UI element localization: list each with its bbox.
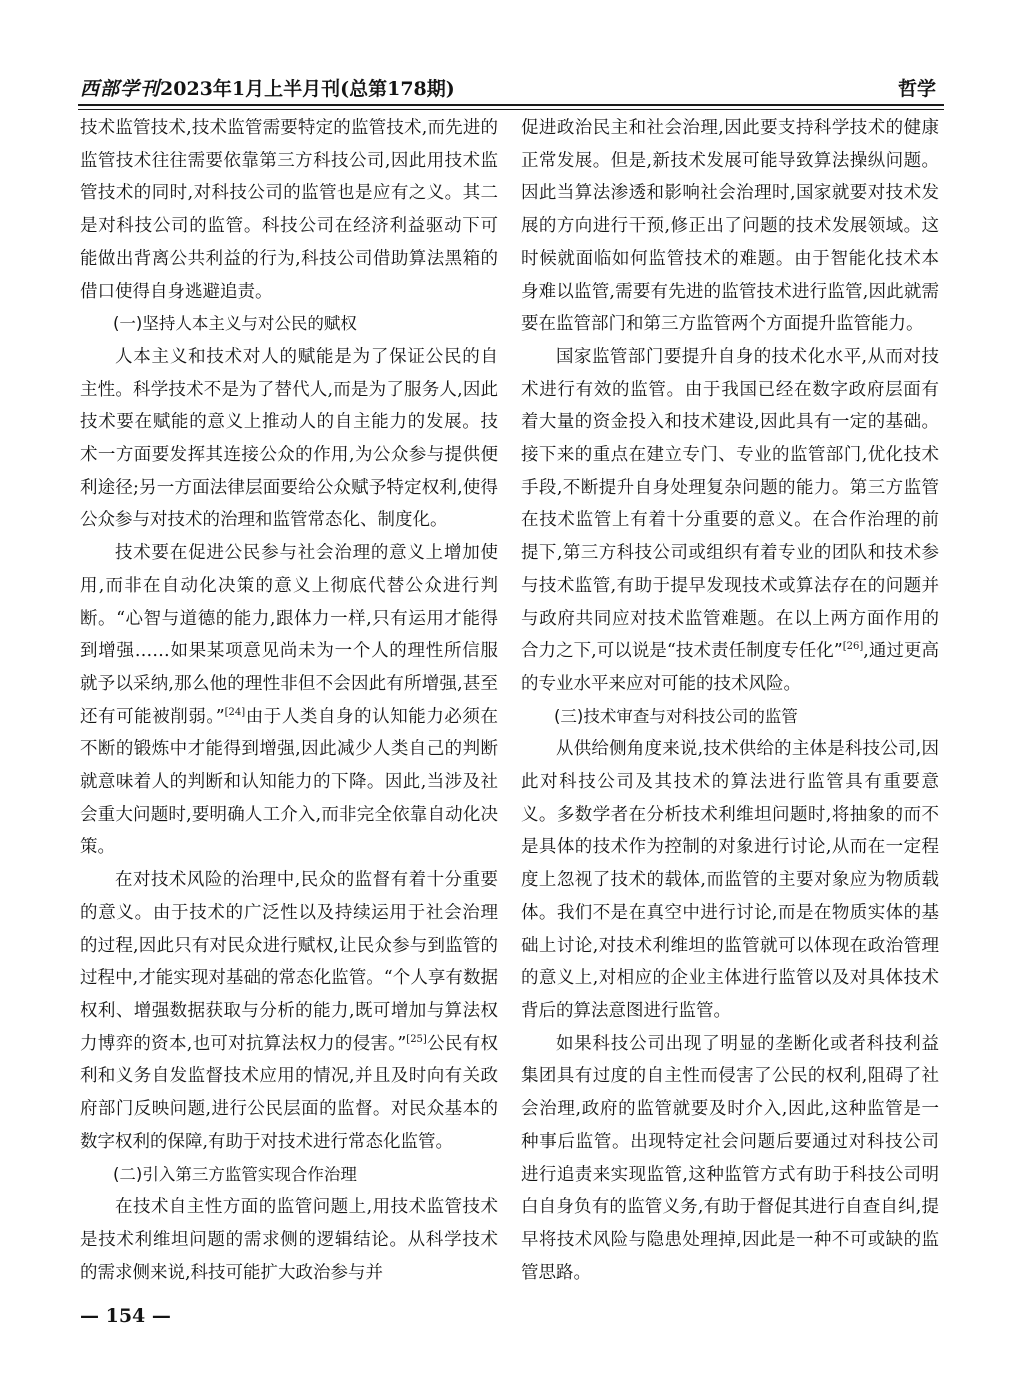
header-rule-thin	[78, 109, 944, 110]
paragraph: 促进政治民主和社会治理,因此要支持科学技术的健康正常发展。但是,新技术发展可能导致算法操纵问题。因此当算法渗透和影响社会治理时,国家就要对技术发展的方向进行干预,修正出了问题的技术发展领域。这时候就面临如何监管技术的难题。由于智能化技术本身难以监管,需要有先进的监管技术进行监管,因此就需要在监管部门和第三方监管两个方面提升监管能力。	[521, 118, 939, 335]
page-number: — 154 —	[80, 1305, 171, 1327]
issue-info: 2023年1月上半月刊(总第178期)	[160, 78, 455, 100]
paragraph: 国家监管部门要提升自身的技术化水平,从而对技术进行有效的监管。由于我国已经在数字政府层面有着大量的资金投入和技术建设,因此具有一定的基础。接下来的重点在建立专门、专业的监管部门,优化技术手段,不断提升自身处理复杂问题的能力。第三方监管在技术监管上有着十分重要的意义。在合作治理的前提下,第三方科技公司或组织有着专业的团队和技术参与技术监管,有助于提早发现技术或算法存在的问题并与政府共同应对技术监管难题。在以上两方面作用的合力之下,可以说是“技术责任制度专任化”[26],通过更高的专业水平来应对可能的技术风险。	[521, 346, 939, 694]
section-heading: (一)坚持人本主义与对公民的赋权	[113, 314, 357, 334]
citation-ref: [24]	[224, 706, 246, 718]
paragraph: 技术要在促进公民参与社会治理的意义上增加使用,而非在自动化决策的意义上彻底代替公众进行判断。“心智与道德的能力,跟体力一样,只有运用才能得到增强……如果某项意见尚未为一个人的理性所信服就予以采纳,那么他的理性非但不会因此有所增强,甚至还有可能被削弱。”[24]由于人类自身的认知能力必须在不断的锻炼中才能得到增强,因此减少人类自己的判断就意味着人的判断和认知能力的下降。因此,当涉及社会重大问题时,要明确人工介入,而非完全依靠自动化决策。	[80, 543, 498, 858]
section-heading: (二)引入第三方监管实现合作治理	[113, 1164, 357, 1184]
right-column	[521, 112, 939, 1289]
header-rule-thick	[78, 104, 944, 106]
left-column	[80, 112, 498, 1289]
paragraph: 如果科技公司出现了明显的垄断化或者科技利益集团具有过度的自主性而侵害了公民的权利,阻碍了社会治理,政府的监管就要及时介入,因此,这种监管是一种事后监管。出现特定社会问题后要通过对科技公司进行追责来实现监管,这种监管方式有助于科技公司明白自身负有的监管义务,有助于督促其进行自查自纠,提早将技术风险与隐患处理掉,因此是一种不可或缺的监管思路。	[521, 1033, 939, 1283]
section-heading: (三)技术审查与对科技公司的监管	[554, 706, 798, 726]
journal-logo: 西部学刊	[80, 78, 161, 100]
paragraph: 人本主义和技术对人的赋能是为了保证公民的自主性。科学技术不是为了替代人,而是为了服务人,因此技术要在赋能的意义上推动人的自主能力的发展。技术一方面要发挥其连接公众的作用,为公众参与提供便利途径;另一方面法律层面要给公众赋予特定权利,使得公众参与对技术的治理和监管常态化、制度化。	[80, 346, 498, 531]
citation-ref: [25]	[406, 1033, 427, 1045]
paragraph: 从供给侧角度来说,技术供给的主体是科技公司,因此对科技公司及其技术的算法进行监管具有重要意义。多数学者在分析技术利维坦问题时,将抽象的而不是具体的技术作为控制的对象进行讨论,从而在一定程度上忽视了技术的载体,而监管的主要对象应为物质载体。我们不是在真空中进行讨论,而是在物质实体的基础上讨论,对技术利维坦的监管就可以体现在政治管理的意义上,对相应的企业主体进行监管以及对具体技术背后的算法意图进行监管。	[521, 739, 939, 1021]
citation-ref: [26]	[842, 641, 864, 653]
section-label: 哲学	[897, 78, 936, 100]
running-header	[80, 72, 940, 102]
paragraph: 在对技术风险的治理中,民众的监督有着十分重要的意义。由于技术的广泛性以及持续运用于社会治理的过程,因此只有对民众进行赋权,让民众参与到监管的过程中,才能实现对基础的常态化监管。“个人享有数据权利、增强数据获取与分析的能力,既可增加与算法权力博弈的资本,也可对抗算法权力的侵害。”[25]公民有权利和义务自发监督技术应用的情况,并且及时向有关政府部门反映问题,进行公民层面的监督。对民众基本的数字权利的保障,有助于对技术进行常态化监管。	[80, 870, 498, 1152]
paragraph: 在技术自主性方面的监管问题上,用技术监管技术是技术利维坦问题的需求侧的逻辑结论。从科学技术的需求侧来说,科技可能扩大政治参与并	[80, 1197, 498, 1283]
paragraph: 技术监管技术,技术监管需要特定的监管技术,而先进的监管技术往往需要依靠第三方科技公司,因此用技术监管技术的同时,对科技公司的监管也是应有之义。其二是对科技公司的监管。科技公司在经济利益驱动下可能做出背离公共利益的行为,科技公司借助算法黑箱的借口使得自身逃避追责。	[80, 118, 498, 302]
